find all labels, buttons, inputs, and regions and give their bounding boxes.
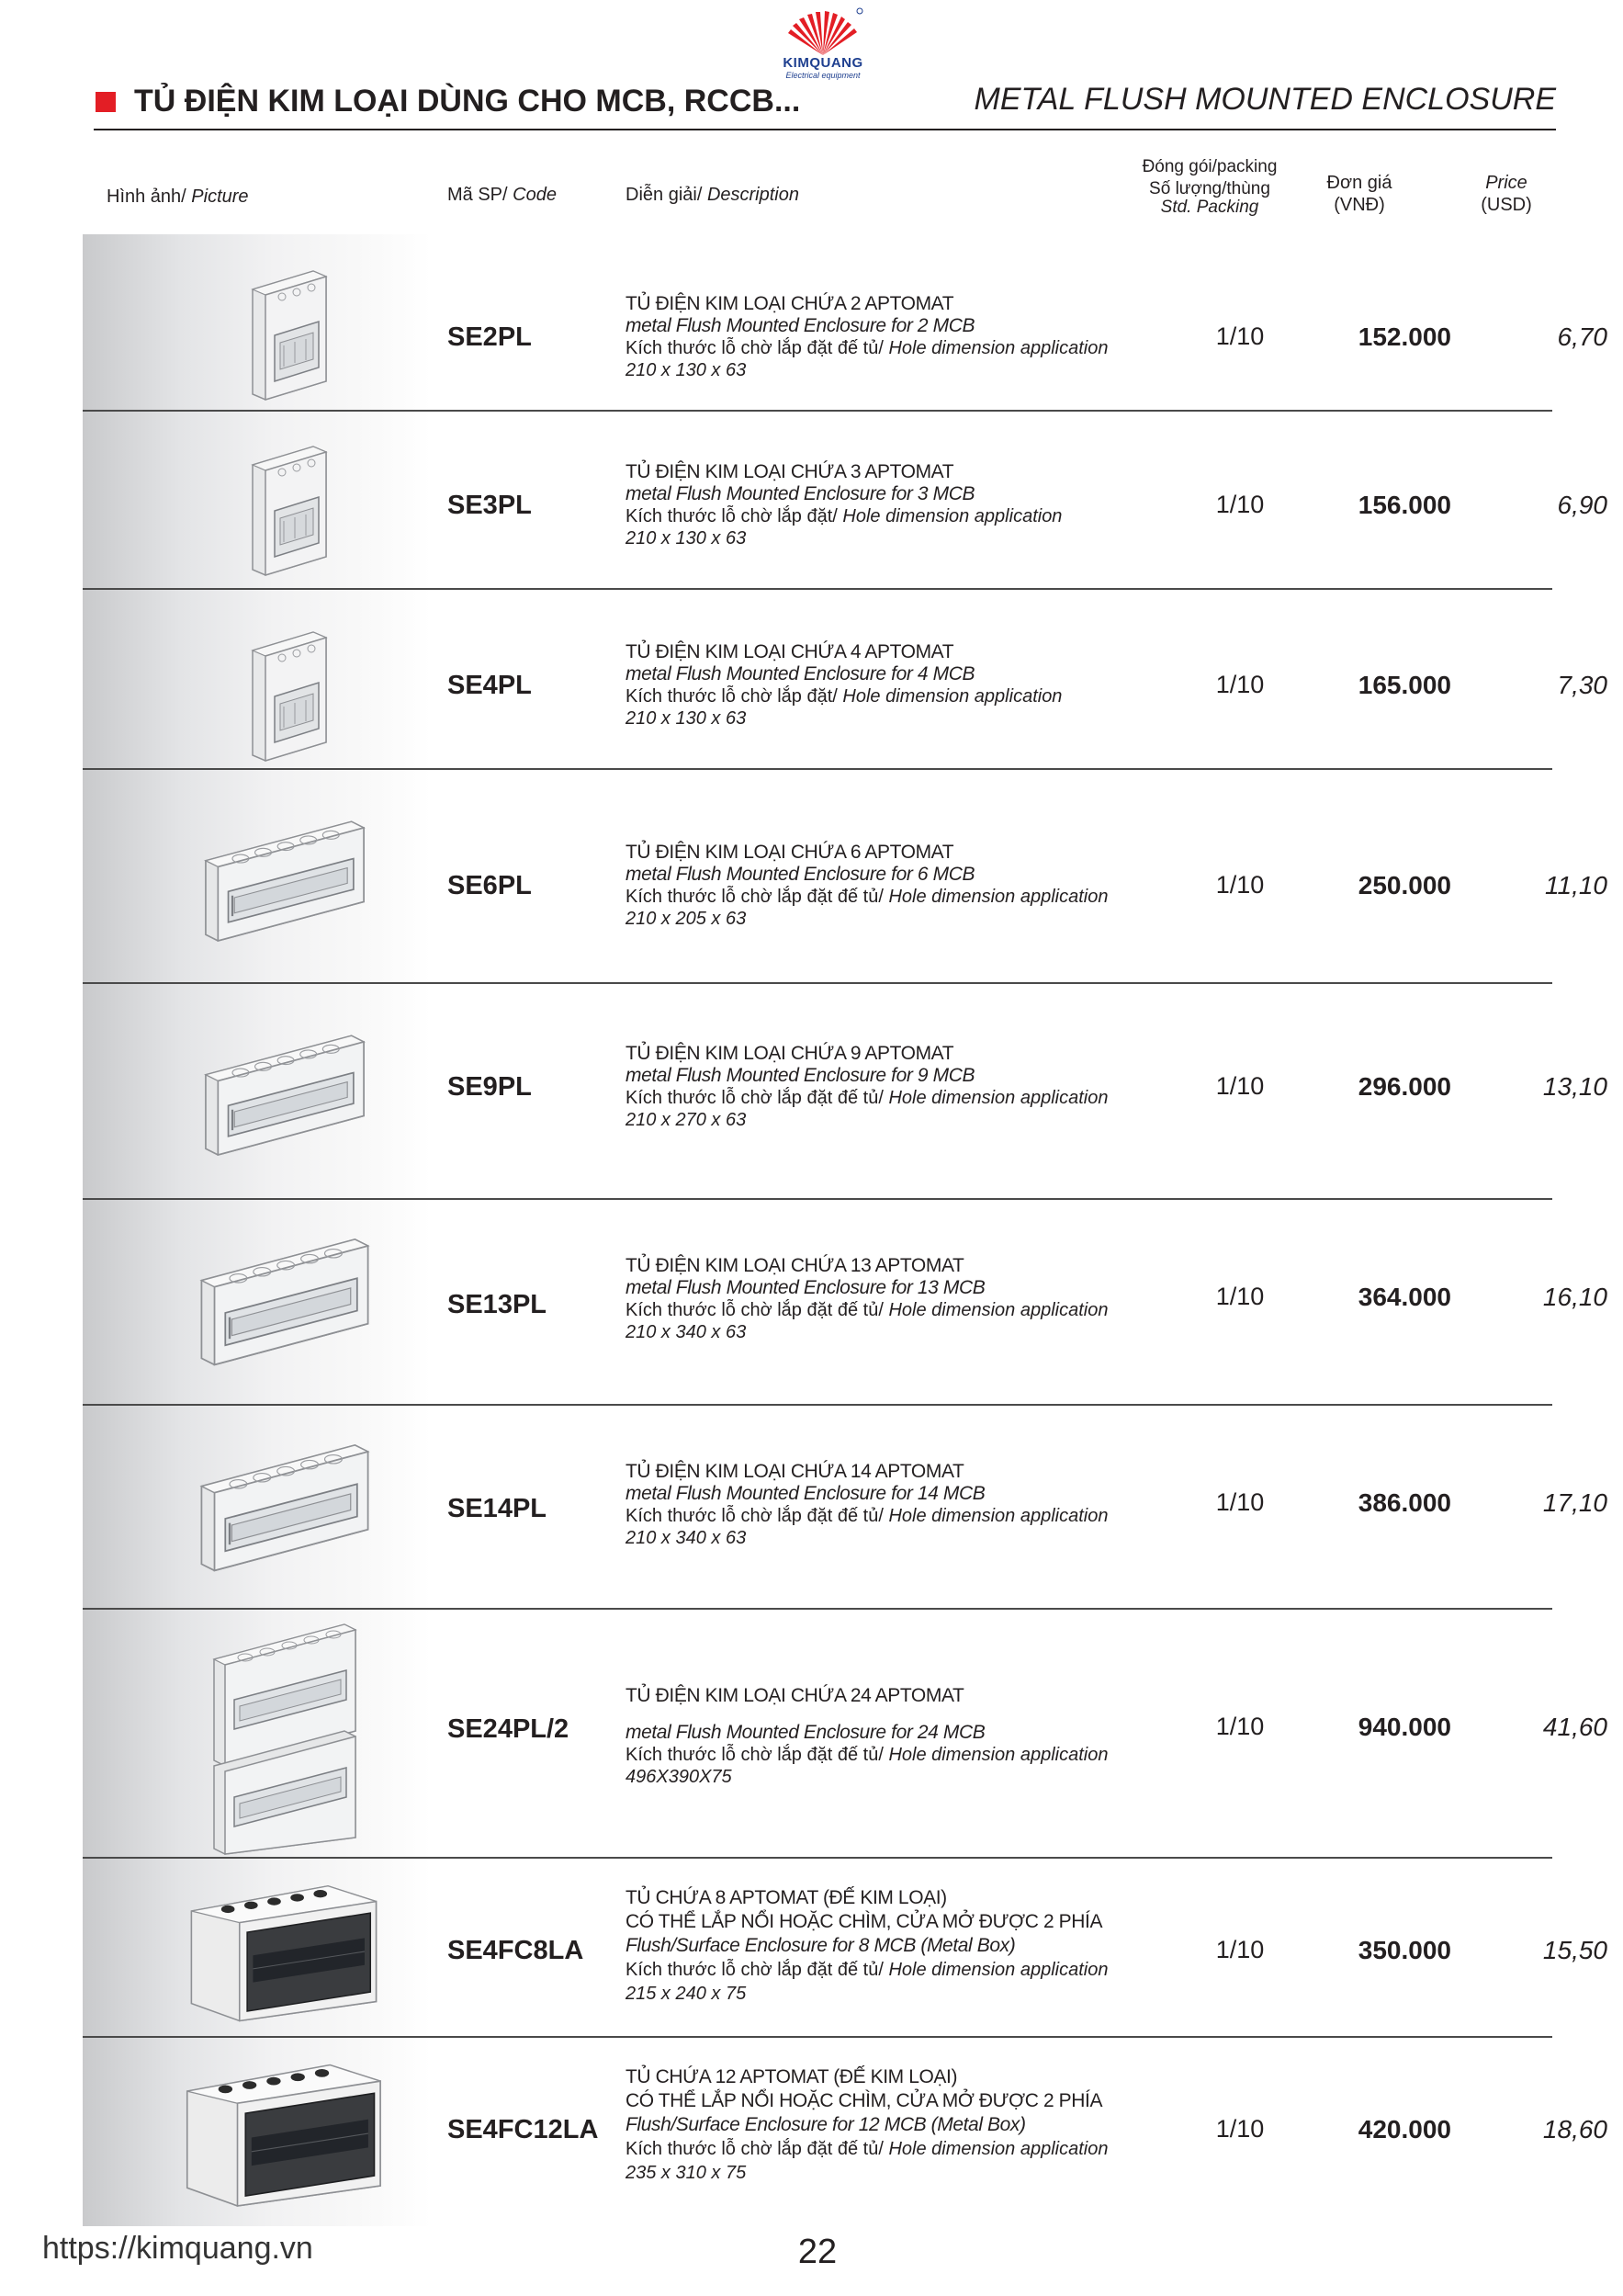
product-image [165,811,404,949]
product-row [83,1406,1607,1610]
product-code: SE2PL [447,322,532,352]
product-price-usd: 13,10 [1542,1072,1607,1101]
double-enclosure-icon [207,1617,363,1856]
product-row [83,412,1607,590]
product-row [83,590,1607,770]
product-price-usd: 6,70 [1557,322,1607,351]
dark-door-enclosure-icon [184,1877,386,2024]
product-code: SE6PL [447,871,532,900]
column-header-packing: Đóng gói/packing Số lượng/thùng Std. Packing [1142,157,1278,217]
column-header-description: Diễn giải/ Description [626,185,799,205]
brand-tagline: Electrical equipment [785,71,861,80]
page-number: 22 [797,2233,838,2271]
product-packing: 1/10 [1215,1488,1265,1516]
product-code: SE14PL [447,1494,547,1523]
product-description: TỦ ĐIỆN KIM LOẠI CHỨA 2 APTOMAT metal Flush Mounted Enclosure for 2 MCB Kích thước lỗ chờ lắp đặt đế tủ/ Hole dimension application 210 x 130 x 63 [626,293,1109,380]
product-row [83,770,1607,984]
product-price-usd: 16,10 [1542,1283,1607,1311]
brand-name: KIMQUANG [783,55,863,71]
column-header-price-vnd: Đơn giá (VNĐ) [1326,173,1392,215]
product-packing: 1/10 [1215,671,1265,698]
product-description: TỦ ĐIỆN KIM LOẠI CHỨA 14 APTOMAT metal Flush Mounted Enclosure for 14 MCB Kích thước lỗ chờ lắp đặt đế tủ/ Hole dimension application 210 x 340 x 63 [626,1461,1109,1548]
wide-enclosure-icon [197,811,372,949]
product-price-vnd: 165.000 [1358,671,1451,699]
product-code: SE9PL [447,1072,532,1102]
product-price-vnd: 364.000 [1358,1283,1451,1311]
product-price-vnd: 296.000 [1358,1072,1451,1101]
product-row [83,236,1607,412]
wide-enclosure-icon [193,1227,377,1374]
product-description: TỦ ĐIỆN KIM LOẠI CHỨA 6 APTOMAT metal Flush Mounted Enclosure for 6 MCB Kích thước lỗ chờ lắp đặt đế tủ/ Hole dimension application 210 x 205 x 63 [626,842,1109,929]
product-row [83,1610,1607,1859]
dark-door-enclosure-icon [179,2054,390,2211]
page-title-vn: TỦ ĐIỆN KIM LOẠI DÙNG CHO MCB, RCCB... [134,84,801,119]
product-image [165,1227,404,1374]
product-description: TỦ CHỨA 8 APTOMAT (ĐẾ KIM LOẠI) CÓ THỂ LẮP NỔI HOẶC CHÌM, CỬA MỞ ĐƯỢC 2 PHÍA Flush/Surface Enclosure for 8 MCB (Metal Box) Kích thước lỗ chờ lắp đặt đế tủ/ Hole dimension application 215 x 240 x 75 [626,1887,1109,2004]
product-price-usd: 41,60 [1542,1713,1607,1741]
product-description: TỦ ĐIỆN KIM LOẠI CHỨA 9 APTOMAT metal Flush Mounted Enclosure for 9 MCB Kích thước lỗ chờ lắp đặt đế tủ/ Hole dimension application 210 x 270 x 63 [626,1043,1109,1130]
product-packing: 1/10 [1215,1283,1265,1310]
wide-enclosure-icon [193,1433,377,1580]
sunburst-logo-icon [777,6,869,57]
product-price-vnd: 152.000 [1358,322,1451,351]
brand-logo [768,6,878,80]
product-image [165,439,404,577]
column-header-picture: Hình ảnh/ Picture [107,187,249,207]
small-enclosure-icon [225,439,344,577]
title-bullet [96,92,116,112]
product-row [83,1200,1607,1406]
product-code: SE13PL [447,1290,547,1319]
product-image [165,1025,404,1163]
product-image [165,2054,404,2211]
product-image [165,1877,404,2024]
wide-enclosure-icon [197,1025,372,1163]
product-row [83,2038,1607,2226]
header-divider [94,129,1556,130]
product-price-usd: 7,30 [1557,671,1607,699]
product-packing: 1/10 [1215,871,1265,899]
product-packing: 1/10 [1215,491,1265,518]
product-code: SE24PL/2 [447,1714,569,1744]
product-packing: 1/10 [1215,1713,1265,1740]
product-packing: 1/10 [1215,2115,1265,2143]
small-enclosure-icon [225,625,344,763]
product-price-vnd: 156.000 [1358,491,1451,519]
product-row [83,1859,1607,2038]
product-price-vnd: 350.000 [1358,1936,1451,1964]
product-image [165,1433,404,1580]
product-image [165,1617,404,1856]
product-packing: 1/10 [1215,322,1265,350]
product-price-usd: 6,90 [1557,491,1607,519]
product-packing: 1/10 [1215,1072,1265,1100]
product-price-vnd: 420.000 [1358,2115,1451,2143]
product-price-usd: 11,10 [1545,871,1607,899]
product-description: TỦ CHỨA 12 APTOMAT (ĐẾ KIM LOẠI) CÓ THỂ LẮP NỔI HOẶC CHÌM, CỬA MỞ ĐƯỢC 2 PHÍA Flush/Surface Enclosure for 12 MCB (Metal Box) Kích thước lỗ chờ lắp đặt đế tủ/ Hole dimension application 235 x 310 x 75 [626,2066,1109,2183]
small-enclosure-icon [225,264,344,402]
product-code: SE4FC8LA [447,1936,584,1965]
product-price-vnd: 940.000 [1358,1713,1451,1741]
product-price-usd: 18,60 [1542,2115,1607,2143]
product-description: TỦ ĐIỆN KIM LOẠI CHỨA 13 APTOMAT metal Flush Mounted Enclosure for 13 MCB Kích thước lỗ chờ lắp đặt đế tủ/ Hole dimension application 210 x 340 x 63 [626,1255,1109,1342]
page-title-en: METAL FLUSH MOUNTED ENCLOSURE [974,82,1556,117]
product-description: TỦ ĐIỆN KIM LOẠI CHỨA 4 APTOMAT metal Flush Mounted Enclosure for 4 MCB Kích thước lỗ chờ lắp đặt/ Hole dimension application 210 x 130 x 63 [626,641,1063,729]
column-header-price-usd: Price (USD) [1481,173,1532,215]
product-code: SE4PL [447,671,532,700]
product-description: TỦ ĐIỆN KIM LOẠI CHỨA 3 APTOMAT metal Flush Mounted Enclosure for 3 MCB Kích thước lỗ chờ lắp đặt/ Hole dimension application 210 x 130 x 63 [626,461,1063,549]
footer-website-link[interactable]: https://kimquang.vn [42,2231,313,2266]
product-price-vnd: 250.000 [1358,871,1451,899]
product-row [83,984,1607,1200]
product-price-usd: 17,10 [1542,1488,1607,1517]
product-code: SE4FC12LA [447,2115,599,2144]
product-image [165,264,404,402]
product-image [165,625,404,763]
column-header-code: Mã SP/ Code [447,185,557,205]
product-code: SE3PL [447,491,532,520]
product-description: TỦ ĐIỆN KIM LOẠI CHỨA 24 APTOMAT metal Flush Mounted Enclosure for 24 MCB Kích thước lỗ chờ lắp đặt đế tủ/ Hole dimension application 496X390X75 [626,1685,1109,1787]
product-price-vnd: 386.000 [1358,1488,1451,1517]
product-packing: 1/10 [1215,1936,1265,1963]
product-price-usd: 15,50 [1542,1936,1607,1964]
